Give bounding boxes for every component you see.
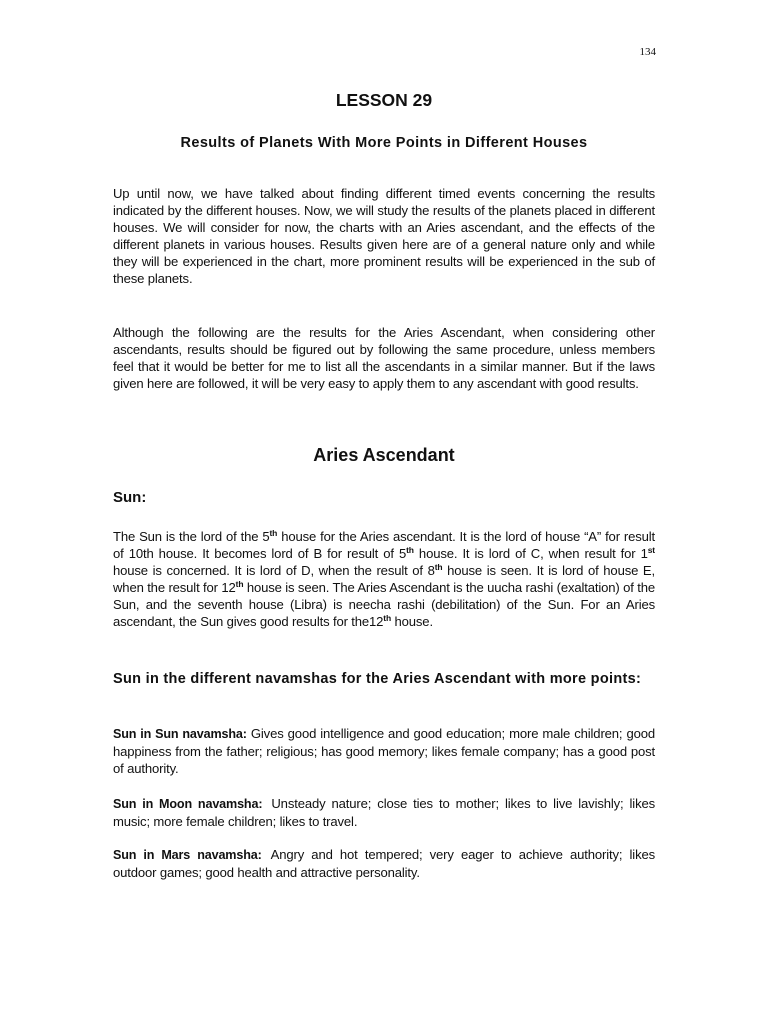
section-title: Aries Ascendant: [313, 445, 455, 465]
lesson-title: LESSON 29: [335, 90, 433, 110]
sun-text-6: house is seen. The Aries Ascendant is the uucha rashi (exaltation) of the Sun, and the seventh house (Libra) is neecha rashi (debilitation) of the Sun. For an Aries ascendant, the Sun gives good results for the12: [113, 580, 655, 630]
intro-paragraph-1: Up until now, we have talked about finding different timed events concerning the results indicated by the different houses. Now, we will study the results of the planets placed in different houses. We will consider for now, the charts with an Aries ascendant, and the effects of the different planets in various houses. Results given here are of a general nature only and while they will be experienced in the chart, more prominent results will be experienced in the sub of these planets.: [113, 186, 655, 287]
navamsha-entry-sun: [113, 725, 655, 777]
navamsha-entry-label: Sun in Moon navamsha:: [113, 797, 263, 811]
navamsha-entry-text: Angry and hot tempered; very eager to achieve authority; likes outdoor games; good health and attractive personality.: [113, 847, 655, 881]
lesson-subtitle: Results of Planets With More Points in Different Houses: [180, 135, 588, 151]
page-number: 134: [639, 46, 656, 58]
sun-text-4: house is concerned. It is lord of D, when the result of 8: [113, 563, 435, 579]
ordinal-suffix: th: [269, 528, 278, 538]
navamsha-entry-label: Sun in Mars navamsha:: [113, 848, 262, 862]
sun-paragraph: [113, 528, 655, 631]
sun-heading: Sun:: [113, 489, 147, 506]
intro-paragraph-2: Although the following are the results for the Aries Ascendant, when considering other ascendants, results should be figured out by following the same procedure, unless members feel that it would be better for me to list all the ascendants in a similar manner. But if the laws given here are followed, it will be very easy to apply them to any ascendant with good results.: [113, 325, 655, 392]
navamsha-entry-moon: [113, 795, 655, 830]
ordinal-suffix: st: [647, 545, 655, 556]
navamsha-entry-text: Unsteady nature; close ties to mother; likes to live lavishly; likes music; more female children; likes to travel.: [113, 796, 655, 830]
sun-text-5: house is seen. It is lord of house E, when the result for 12: [113, 563, 655, 596]
ordinal-suffix: th: [235, 579, 244, 590]
sun-text-7: house.: [391, 614, 433, 630]
sun-text-3: house. It is lord of C, when result for 1: [413, 546, 648, 562]
navamsha-entry-label: Sun in Sun navamsha:: [113, 727, 247, 741]
ordinal-suffix: th: [383, 613, 392, 624]
sun-text-2: house for the Aries ascendant. It is the lord of house “A” for result of 10th house. It becomes lord of B for result of 5: [113, 529, 655, 562]
ordinal-suffix: th: [406, 545, 414, 556]
navamsha-heading: Sun in the different navamshas for the Aries Ascendant with more points:: [113, 671, 642, 687]
navamsha-entry-text: Gives good intelligence and good education; more male children; good happiness from the father; religious; has good memory; likes female company; has a good post of authority.: [113, 726, 655, 777]
sun-text-1: The Sun is the lord of the 5: [113, 529, 270, 544]
navamsha-entry-mars: [113, 846, 655, 881]
ordinal-suffix: th: [434, 562, 443, 573]
